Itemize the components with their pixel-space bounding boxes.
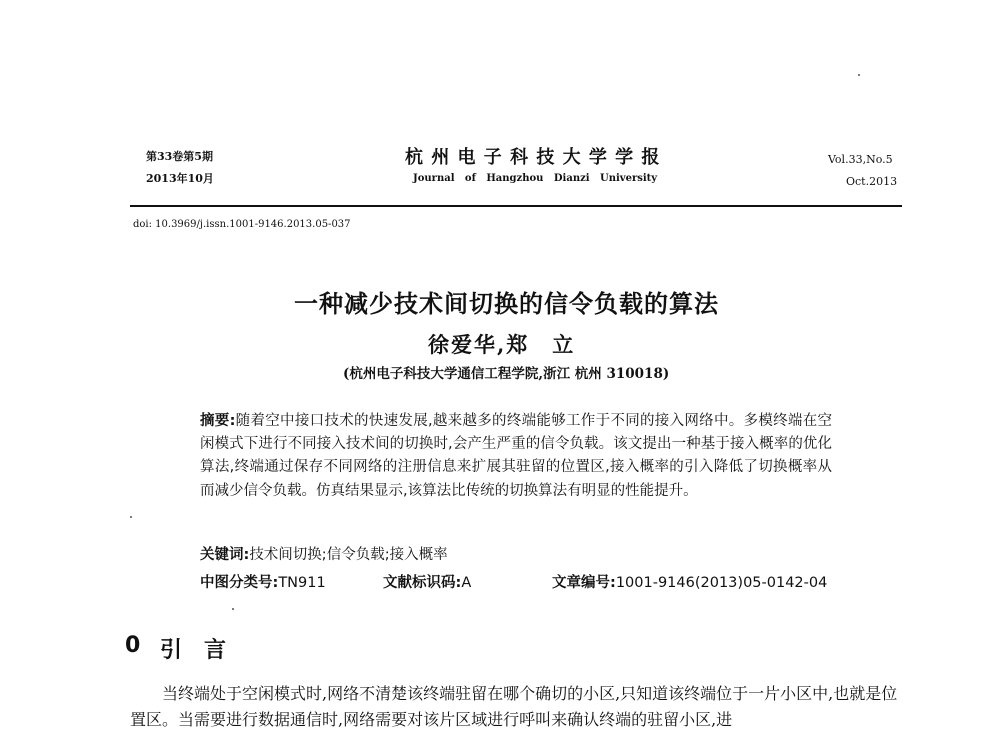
volume-issue-cn: 第33卷第5期 bbox=[146, 150, 213, 163]
scan-speck bbox=[858, 74, 860, 76]
doc-label: 文献标识码: bbox=[383, 575, 462, 591]
body-paragraph: 当终端处于空闲模式时,网络不清楚该终端驻留在哪个确切的小区,只知道该终端位于一片小区中,也就是位置区。当需要进行数据通信时,网络需要对该片区域进行呼叫来确认终端的驻留小区,进 bbox=[130, 684, 898, 729]
header-rule bbox=[130, 205, 902, 207]
keywords-text: 技术间切换;信令负载;接入概率 bbox=[249, 547, 448, 563]
article-title: 一种减少技术间切换的信令负载的算法 bbox=[294, 290, 719, 318]
art-label: 文章编号: bbox=[552, 575, 616, 591]
keywords-label: 关键词: bbox=[200, 547, 250, 563]
section-title: 引 言 bbox=[160, 638, 227, 663]
scan-speck bbox=[232, 608, 234, 610]
journal-name-en: Journal of Hangzhou Dianzi University bbox=[413, 173, 658, 184]
volume-issue-en: Vol.33,No.5 bbox=[828, 153, 893, 166]
art-value: 1001-9146(2013)05-0142-04 bbox=[615, 575, 828, 591]
clc-number bbox=[200, 571, 326, 592]
journal-name-cn: 杭 州 电 子 科 技 大 学 学 报 bbox=[405, 147, 661, 168]
abstract bbox=[200, 410, 832, 503]
date-cn: 2013年10月 bbox=[146, 172, 214, 185]
clc-label: 中图分类号: bbox=[200, 575, 279, 591]
authors: 徐爱华,郑 立 bbox=[428, 332, 576, 357]
date-en: Oct.2013 bbox=[846, 175, 898, 188]
article-number bbox=[552, 571, 827, 592]
doc-value: A bbox=[461, 575, 472, 591]
keywords bbox=[200, 543, 448, 564]
doi: doi: 10.3969/j.issn.1001-9146.2013.05-037 bbox=[133, 219, 351, 230]
scan-speck bbox=[130, 516, 132, 518]
affiliation: (杭州电子科技大学通信工程学院,浙江 杭州 310018) bbox=[343, 366, 670, 382]
abstract-text: 随着空中接口技术的快速发展,越来越多的终端能够工作于不同的接入网络中。多模终端在空闲模式下进行不同接入技术间的切换时,会产生严重的信令负载。该文提出一种基于接入概率的优化算法,终端通过保存不同网络的注册信息来扩展其驻留的位置区,接入概率的引入降低了切换概率从而减少信令负载。仿真结果显示,该算法比传统的切换算法有明显的性能提升。 bbox=[200, 413, 832, 499]
abstract-label: 摘要: bbox=[200, 413, 236, 429]
clc-value: TN911 bbox=[278, 575, 326, 591]
document-code bbox=[383, 571, 471, 592]
section-number: 0 bbox=[125, 633, 141, 658]
